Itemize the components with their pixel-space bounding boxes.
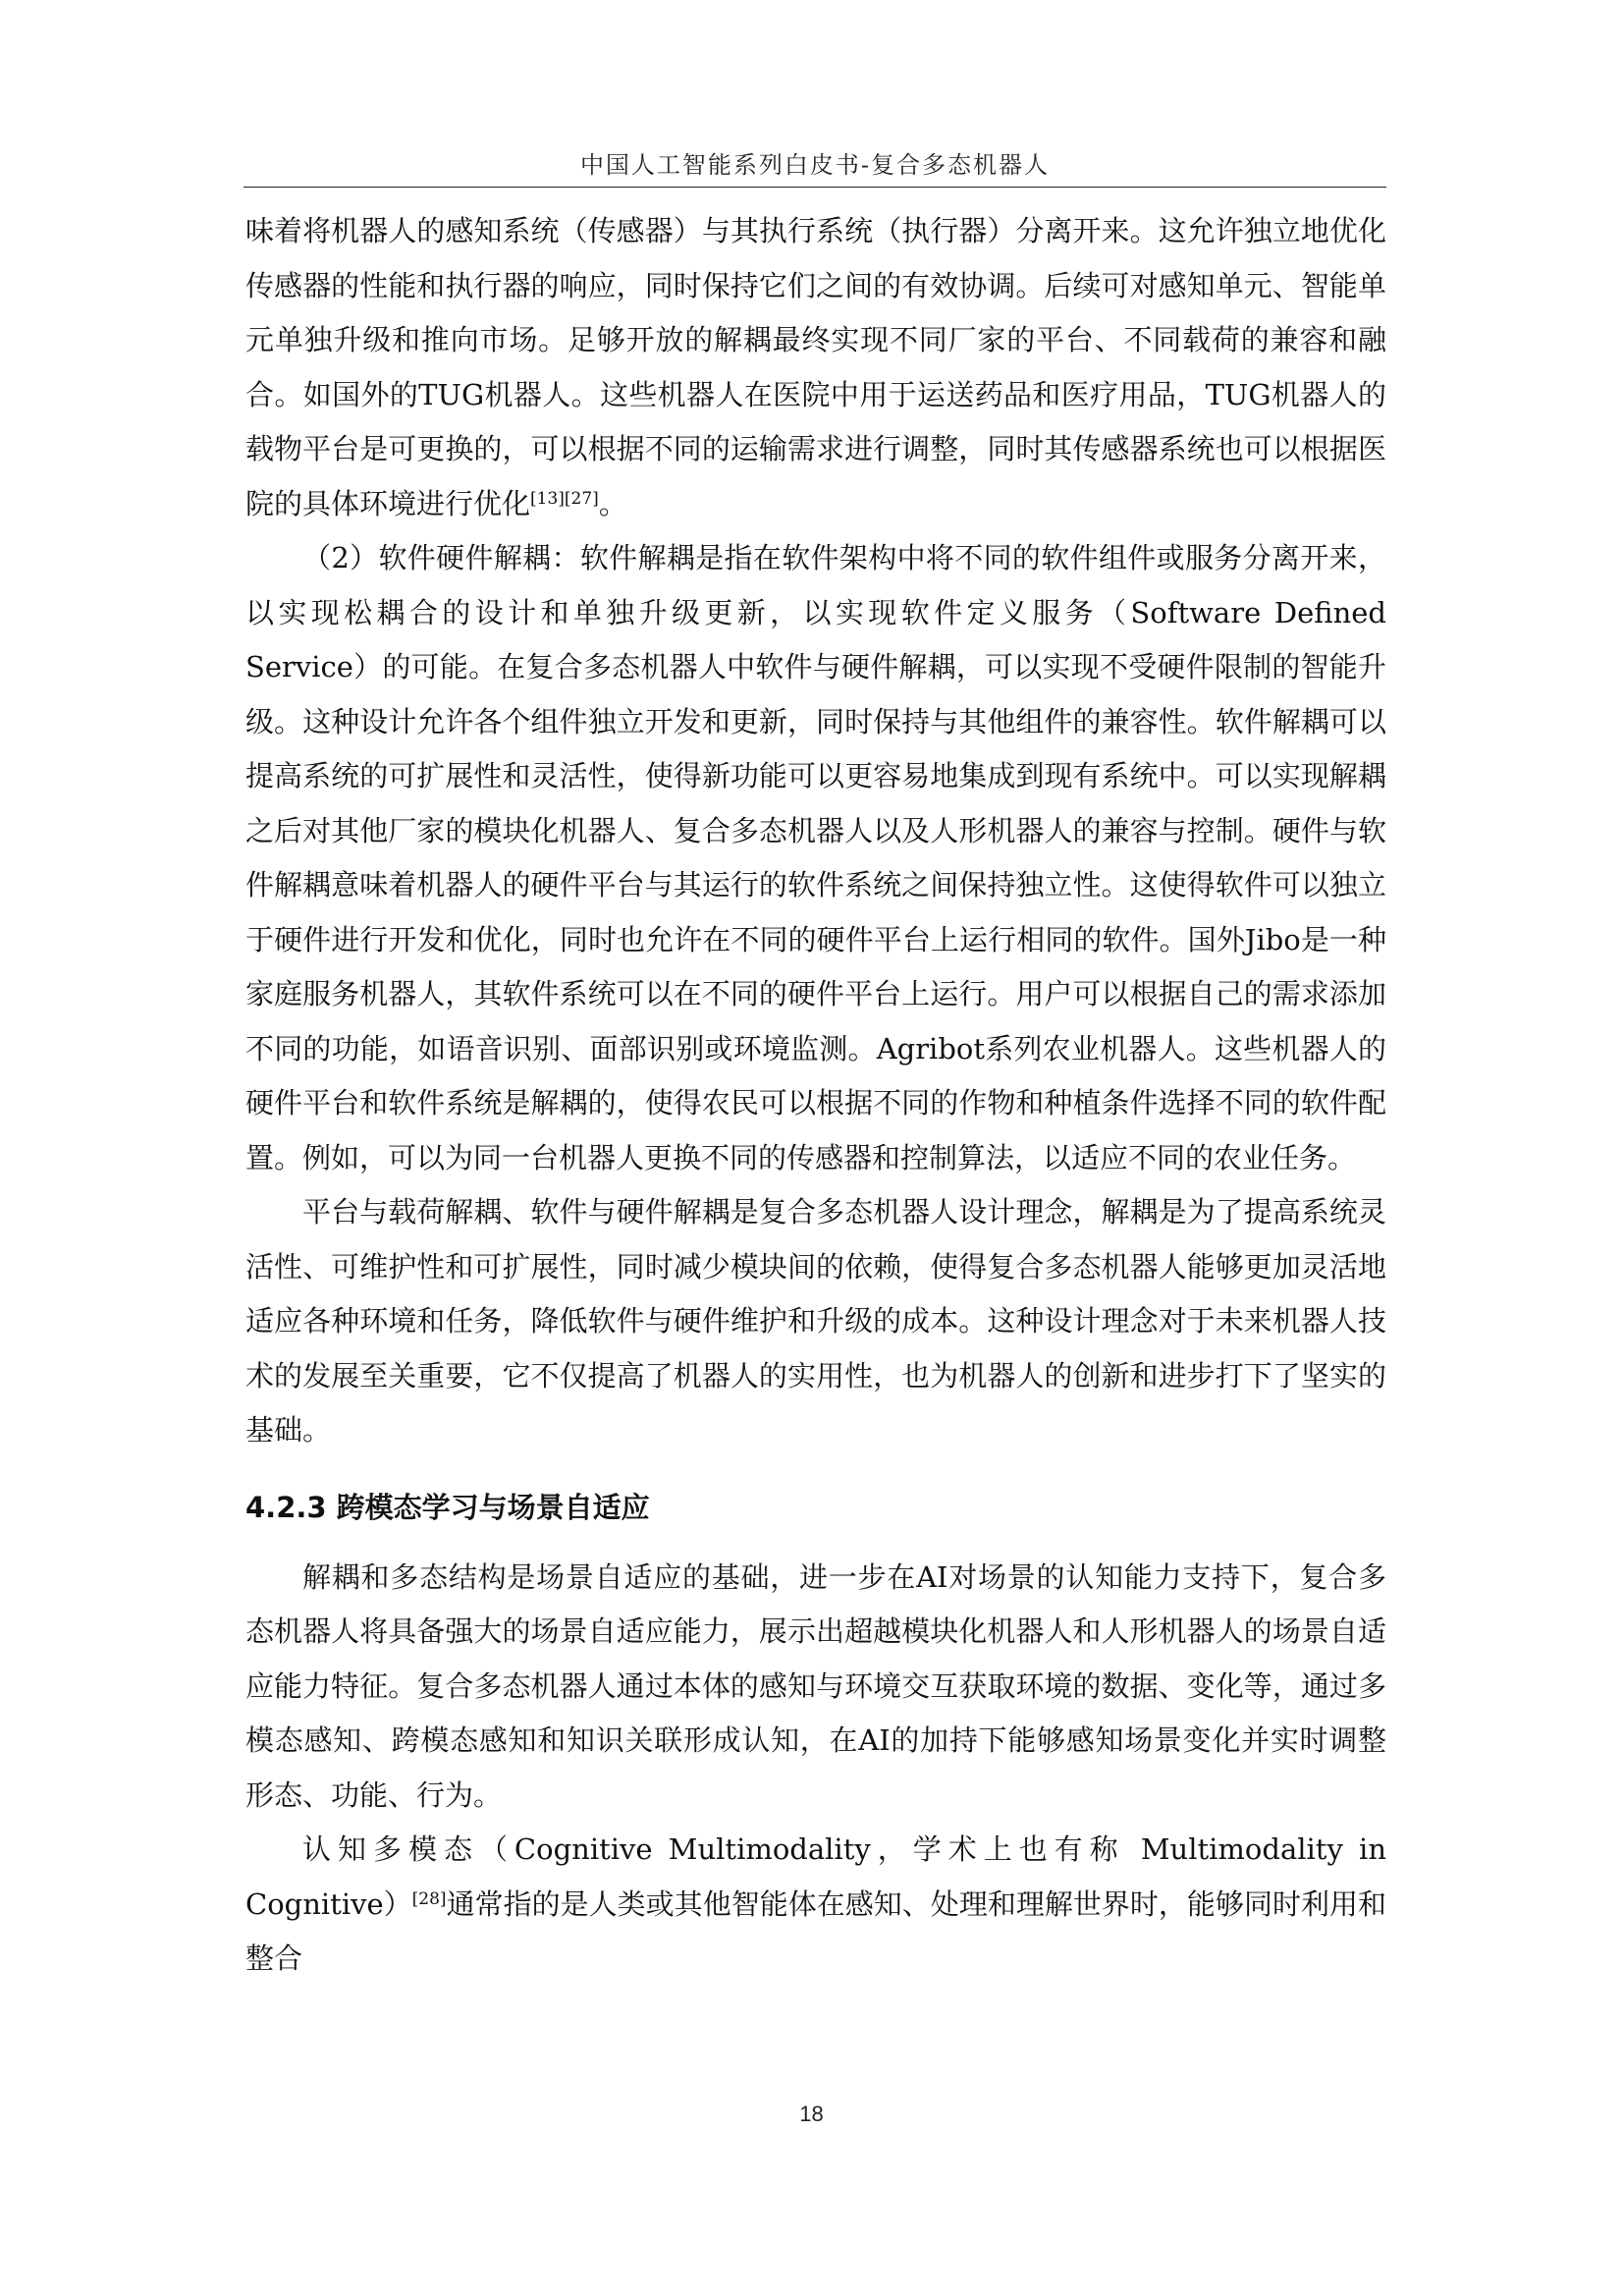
citation-reference: [13][27]	[530, 488, 599, 509]
page-number: 18	[799, 2102, 824, 2126]
paragraph-text: 味着将机器人的感知系统（传感器）与其执行系统（执行器）分离开来。这允许独立地优化传感器的性能和执行器的响应，同时保持它们之间的有效协调。后续可对感知单元、智能单元单独升级和推向市场。足够开放的解耦最终实现不同厂家的平台、不同载荷的兼容和融合。如国外的TUG机器人。这些机器人在医院中用于运送药品和医疗用品，TUG机器人的载物平台是可更换的，可以根据不同的运输需求进行调整，同时其传感器系统也可以根据医院的具体环境进行优化	[245, 214, 1386, 520]
paragraph-text: 认知多模态（Cognitive Multimodality，学术上也有称 Multimodality in Cognitive）	[245, 1832, 1386, 1921]
section-heading: 4.2.3 跨模态学习与场景自适应	[245, 1490, 650, 1524]
paragraph-decoupling-summary: 平台与载荷解耦、软件与硬件解耦是复合多态机器人设计理念，解耦是为了提高系统灵活性、可维护性和可扩展性，同时减少模块间的依赖，使得复合多态机器人能够更加灵活地适应各种环境和任务，降低软件与硬件维护和升级的成本。这种设计理念对于未来机器人技术的发展至关重要，它不仅提高了机器人的实用性，也为机器人的创新和进步打下了坚实的基础。	[245, 1195, 1386, 1447]
page-header-title: 中国人工智能系列白皮书-复合多态机器人	[579, 151, 1051, 179]
paragraph-platform-payload-continued	[245, 204, 1386, 531]
page-body	[245, 204, 1386, 1987]
paragraph-tail: 通常指的是人类或其他智能体在感知、处理和理解世界时，能够同时利用和整合	[245, 1886, 1386, 1975]
paragraph-scene-adaptation: 解耦和多态结构是场景自适应的基础，进一步在AI对场景的认知能力支持下，复合多态机器人将具备强大的场景自适应能力，展示出超越模块化机器人和人形机器人的场景自适应能力特征。复合多态机器人通过本体的感知与环境交互获取环境的数据、变化等，通过多模态感知、跨模态感知和知识关联形成认知，在AI的加持下能够感知场景变化并实时调整形态、功能、行为。	[245, 1559, 1386, 1812]
paragraph-cognitive-multimodality	[245, 1823, 1386, 1987]
header-divider	[243, 187, 1386, 188]
paragraph-software-hardware-decoupling: （2）软件硬件解耦：软件解耦是指在软件架构中将不同的软件组件或服务分离开来，以实现松耦合的设计和单独升级更新，以实现软件定义服务（Software Defined Service）的可能。在复合多态机器人中软件与硬件解耦，可以实现不受硬件限制的智能升级。这种设计允许各个组件独立开发和更新，同时保持与其他组件的兼容性。软件解耦可以提高系统的可扩展性和灵活性，使得新功能可以更容易地集成到现有系统中。可以实现解耦之后对其他厂家的模块化机器人、复合多态机器人以及人形机器人的兼容与控制。硬件与软件解耦意味着机器人的硬件平台与其运行的软件系统之间保持独立性。这使得软件可以独立于硬件进行开发和优化，同时也允许在不同的硬件平台上运行相同的软件。国外Jibo是一种家庭服务机器人，其软件系统可以在不同的硬件平台上运行。用户可以根据自己的需求添加不同的功能，如语音识别、面部识别或环境监测。Agribot系列农业机器人。这些机器人的硬件平台和软件系统是解耦的，使得农民可以根据不同的作物和种植条件选择不同的软件配置。例如，可以为同一台机器人更换不同的传感器和控制算法，以适应不同的农业任务。	[245, 541, 1386, 1175]
paragraph-tail: 。	[598, 486, 627, 520]
citation-reference: [28]	[411, 1888, 447, 1909]
